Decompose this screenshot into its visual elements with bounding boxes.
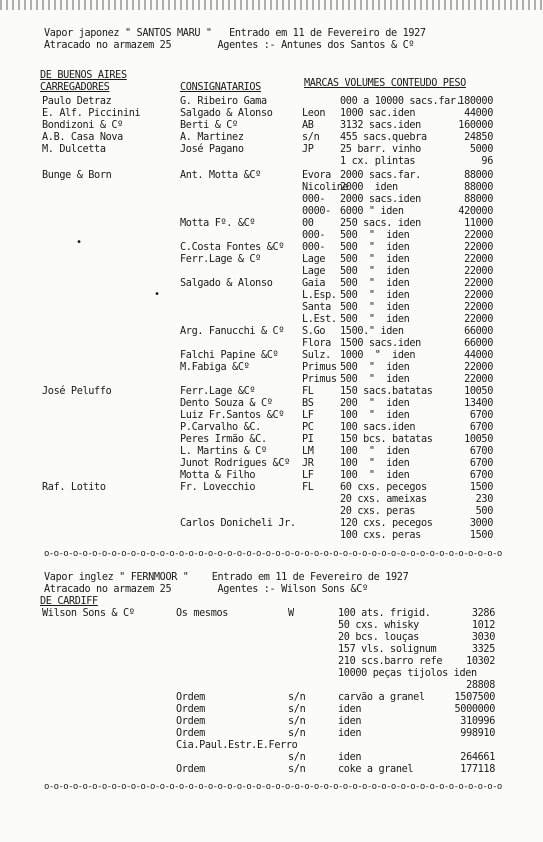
row-consignee: Peres Irmão &C. — [180, 434, 267, 445]
row-shipper: Wilson Sons & Cº — [42, 608, 135, 619]
row-consignee: Junot Rodrigues &Cº — [180, 458, 290, 469]
ship1-header-line2: Atracado no armazem 25 Agentes :- Antunes dos Santos & Cº — [44, 40, 415, 51]
ship1-origin: DE BUENOS AIRES — [40, 70, 127, 81]
row-volumes-contents: 120 cxs. pecegos — [340, 518, 433, 529]
row-consignee: L. Martins & Cº — [180, 446, 267, 457]
row-weight: 160000 — [458, 120, 493, 131]
row-weight: 22000 — [464, 374, 493, 385]
row-marks: FL — [302, 482, 314, 493]
row-volumes-contents: 100 cxs. peras — [340, 530, 421, 541]
row-marks: s/n — [288, 752, 306, 763]
ship2-header-line1: Vapor inglez " FERNMOOR " Entrado em 11 de Fevereiro de 1927 — [44, 572, 409, 583]
row-weight: 6700 — [469, 458, 493, 469]
row-weight: 3000 — [469, 518, 493, 529]
row-weight: 44000 — [464, 350, 493, 361]
row-consignee: Motta Fº. &Cº — [180, 218, 256, 229]
row-consignee: G. Ribeiro Gama — [180, 96, 267, 107]
col-header-shippers: CARREGADORES — [40, 82, 110, 93]
row-weight: 230 — [475, 494, 493, 505]
row-marks: 000- — [302, 242, 326, 253]
row-weight: 13400 — [464, 398, 493, 409]
row-weight: 6700 — [469, 422, 493, 433]
row-marks: Lage — [302, 254, 326, 265]
row-volumes-contents: 500 " iden — [340, 254, 410, 265]
row-volumes-contents: 200 " iden — [340, 398, 410, 409]
row-volumes-contents: 20 cxs. ameixas — [340, 494, 427, 505]
row-marks: s/n — [288, 704, 306, 715]
row-weight: 88000 — [464, 182, 493, 193]
ship2-origin: DE CARDIFF — [40, 596, 98, 607]
ship1-header-line1: Vapor japonez " SANTOS MARU " Entrado em 11 de Fevereiro de 1927 — [44, 28, 426, 39]
row-volumes-contents: 500 " iden — [340, 278, 410, 289]
row-shipper: M. Dulcetta — [42, 144, 106, 155]
row-volumes-contents: 100 sacs.iden — [340, 422, 416, 433]
row-volumes-contents: 500 " iden — [340, 290, 410, 301]
row-volumes-contents: 500 " iden — [340, 302, 410, 313]
row-volumes-contents: 210 scs.barro refe — [338, 656, 443, 667]
row-marks: LF — [302, 470, 314, 481]
row-volumes-contents: 1 cx. plintas — [340, 156, 416, 167]
row-marks: BS — [302, 398, 314, 409]
row-weight: 88000 — [464, 170, 493, 181]
row-marks: s/n — [288, 716, 306, 727]
row-marks: PI — [302, 434, 314, 445]
row-weight: 500 — [475, 506, 493, 517]
row-volumes-contents: 20 bcs. louças — [338, 632, 419, 643]
row-volumes-contents: 150 bcs. batatas — [340, 434, 433, 445]
row-weight: 88000 — [464, 194, 493, 205]
row-weight: 22000 — [464, 230, 493, 241]
row-weight: 22000 — [464, 362, 493, 373]
row-consignee: P.Carvalho &C. — [180, 422, 261, 433]
row-consignee: Luiz Fr.Santos &Cº — [180, 410, 285, 421]
ship2-header-line2: Atracado no armazem 25 Agentes :- Wilson Sons &Cº — [44, 584, 368, 595]
row-marks: LF — [302, 410, 314, 421]
row-volumes-contents: 1500." iden — [340, 326, 404, 337]
row-weight: 420000 — [458, 206, 493, 217]
row-consignee: M.Fabiga &Cº — [180, 362, 250, 373]
row-volumes-contents: 500 " iden — [340, 230, 410, 241]
row-marks: Gaia — [302, 278, 326, 289]
row-marks: Lage — [302, 266, 326, 277]
row-consignee: Ferr.Lage &Cº — [180, 386, 256, 397]
row-marks: PC — [302, 422, 314, 433]
row-volumes-contents: 157 vls. solignum — [338, 644, 437, 655]
row-marks: 000- — [302, 194, 326, 205]
row-shipper: Paulo Detraz — [42, 96, 112, 107]
row-consignee: Ordem — [176, 764, 205, 775]
margin-mark: • — [154, 289, 161, 300]
row-volumes-contents: 100 " iden — [340, 410, 410, 421]
col-header-consignees: CONSIGNATARIOS — [180, 82, 261, 93]
row-volumes-contents: 100 " iden — [340, 470, 410, 481]
row-consignee: José Pagano — [180, 144, 244, 155]
row-marks: JR — [302, 458, 314, 469]
row-marks: Primus — [302, 362, 337, 373]
row-volumes-contents: 500 " iden — [340, 242, 410, 253]
row-marks: L.Est. — [302, 314, 337, 325]
row-weight: 5000000 — [454, 704, 495, 715]
row-weight: 22000 — [464, 302, 493, 313]
row-marks: Evora — [302, 170, 331, 181]
row-weight: 180000 — [458, 96, 493, 107]
row-weight: 3286 — [471, 608, 495, 619]
row-weight: 28808 — [466, 680, 495, 691]
row-volumes-contents: 20 cxs. peras — [340, 506, 416, 517]
row-consignee: Ferr.Lage & Cº — [180, 254, 261, 265]
row-consignee: Os mesmos — [176, 608, 229, 619]
row-marks: Santa — [302, 302, 331, 313]
row-shipper: E. Alf. Piccinini — [42, 108, 141, 119]
row-consignee: Fr. Lovecchio — [180, 482, 256, 493]
row-weight: 24850 — [464, 132, 493, 143]
row-weight: 96 — [481, 156, 493, 167]
row-shipper: A.B. Casa Nova — [42, 132, 123, 143]
row-volumes-contents: 100 " iden — [340, 446, 410, 457]
row-volumes-contents: iden — [338, 716, 362, 727]
row-marks: JP — [302, 144, 314, 155]
row-volumes-contents: 500 " iden — [340, 374, 410, 385]
margin-mark: • — [76, 237, 83, 248]
row-volumes-contents: 2000 iden — [340, 182, 398, 193]
row-volumes-contents: 1500 sacs.iden — [340, 338, 421, 349]
row-volumes-contents: 500 " iden — [340, 362, 410, 373]
row-shipper: Bondizoni & Cº — [42, 120, 123, 131]
row-consignee: Ordem — [176, 728, 205, 739]
row-marks: LM — [302, 446, 314, 457]
row-marks: FL — [302, 386, 314, 397]
row-volumes-contents: 500 " iden — [340, 266, 410, 277]
row-weight: 22000 — [464, 242, 493, 253]
row-volumes-contents: 3132 sacs.iden — [340, 120, 421, 131]
row-consignee: Ordem — [176, 716, 205, 727]
row-volumes-contents: 6000 " iden — [340, 206, 404, 217]
row-weight: 22000 — [464, 290, 493, 301]
row-consignee: Salgado & Alonso — [180, 108, 273, 119]
row-consignee: Dento Souza & Cº — [180, 398, 273, 409]
row-marks: AB — [302, 120, 314, 131]
row-weight: 22000 — [464, 254, 493, 265]
row-volumes-contents: 10000 peças tijolos iden — [338, 668, 477, 679]
row-shipper: Bunge & Born — [42, 170, 112, 181]
row-marks: s/n — [288, 764, 306, 775]
row-consignee: Arg. Fanucchi & Cº — [180, 326, 285, 337]
row-marks: Leon — [302, 108, 326, 119]
row-marks: 000- — [302, 230, 326, 241]
row-consignee: C.Costa Fontes &Cº — [180, 242, 285, 253]
row-marks: S.Go — [302, 326, 326, 337]
row-weight: 5000 — [469, 144, 493, 155]
row-weight: 310996 — [460, 716, 495, 727]
row-weight: 264661 — [460, 752, 495, 763]
row-volumes-contents: 1000 sac.iden — [340, 108, 416, 119]
row-volumes-contents: 50 cxs. whisky — [338, 620, 419, 631]
row-volumes-contents: 500 " iden — [340, 314, 410, 325]
col-header-marks-volumes-contents-weight: MARCAS VOLUMES CONTEUDO PESO — [304, 78, 466, 89]
section-separator: o-o-o-o-o-o-o-o-o-o-o-o-o-o-o-o-o-o-o-o-o-o-o-o-o-o-o-o-o-o-o-o-o-o-o-o-o-o-o-o-o-o-o-o-o-o-o-o — [44, 782, 502, 792]
row-volumes-contents: 1000 " iden — [340, 350, 416, 361]
row-volumes-contents: iden — [338, 704, 362, 715]
row-volumes-contents: 150 sacs.batatas — [340, 386, 433, 397]
row-weight: 6700 — [469, 446, 493, 457]
row-marks: L.Esp. — [302, 290, 337, 301]
row-marks: s/n — [288, 692, 306, 703]
row-volumes-contents: 100 ats. frigid. — [338, 608, 431, 619]
row-consignee: Ordem — [176, 692, 205, 703]
row-marks: Flora — [302, 338, 331, 349]
row-weight: 177118 — [460, 764, 495, 775]
row-weight: 6700 — [469, 470, 493, 481]
row-volumes-contents: 2000 sacs.iden — [340, 194, 421, 205]
row-marks: s/n — [302, 132, 320, 143]
row-consignee: Falchi Papine &Cº — [180, 350, 279, 361]
row-consignee: A. Martinez — [180, 132, 244, 143]
row-consignee: Ant. Motta &Cº — [180, 170, 261, 181]
row-volumes-contents: 2000 sacs.far. — [340, 170, 421, 181]
row-marks: s/n — [288, 728, 306, 739]
row-weight: 1012 — [471, 620, 495, 631]
row-marks: W — [288, 608, 294, 619]
row-weight: 10050 — [464, 386, 493, 397]
row-volumes-contents: 000 a 10000 sacs.far. — [340, 96, 462, 107]
row-volumes-contents: 100 " iden — [340, 458, 410, 469]
row-consignee: Berti & Cº — [180, 120, 238, 131]
row-marks: Nicoline — [302, 182, 349, 193]
section-separator: o-o-o-o-o-o-o-o-o-o-o-o-o-o-o-o-o-o-o-o-o-o-o-o-o-o-o-o-o-o-o-o-o-o-o-o-o-o-o-o-o-o-o-o-o-o-o-o — [44, 549, 502, 559]
row-volumes-contents: 250 sacs. iden — [340, 218, 421, 229]
row-marks: Primus — [302, 374, 337, 385]
row-weight: 44000 — [464, 108, 493, 119]
row-consignee: Salgado & Alonso — [180, 278, 273, 289]
row-volumes-contents: 25 barr. vinho — [340, 144, 421, 155]
row-weight: 22000 — [464, 314, 493, 325]
row-weight: 998910 — [460, 728, 495, 739]
row-weight: 11000 — [464, 218, 493, 229]
row-marks: 0000- — [302, 206, 331, 217]
row-weight: 1507500 — [454, 692, 495, 703]
row-weight: 1500 — [469, 530, 493, 541]
row-volumes-contents: coke a granel — [338, 764, 414, 775]
row-weight: 6700 — [469, 410, 493, 421]
row-weight: 66000 — [464, 338, 493, 349]
row-consignee: Carlos Donicheli Jr. — [180, 518, 296, 529]
scan-edge-noise — [0, 0, 543, 10]
row-volumes-contents: 455 sacs.quebra — [340, 132, 427, 143]
row-marks: 00 — [302, 218, 314, 229]
row-weight: 3030 — [471, 632, 495, 643]
row-consignee: Motta & Filho — [180, 470, 256, 481]
row-weight: 3325 — [471, 644, 495, 655]
row-weight: 10050 — [464, 434, 493, 445]
row-weight: 66000 — [464, 326, 493, 337]
row-volumes-contents: carvão a granel — [338, 692, 425, 703]
row-volumes-contents: iden — [338, 752, 362, 763]
row-marks: Sulz. — [302, 350, 331, 361]
row-weight: 22000 — [464, 266, 493, 277]
row-volumes-contents: iden — [338, 728, 362, 739]
row-weight: 1500 — [469, 482, 493, 493]
row-consignee: Ordem — [176, 704, 205, 715]
row-volumes-contents: 60 cxs. pecegos — [340, 482, 427, 493]
row-shipper: José Peluffo — [42, 386, 112, 397]
row-weight: 10302 — [466, 656, 495, 667]
row-shipper: Raf. Lotito — [42, 482, 106, 493]
row-weight: 22000 — [464, 278, 493, 289]
row-consignee: Cia.Paul.Estr.E.Ferro — [176, 740, 298, 751]
